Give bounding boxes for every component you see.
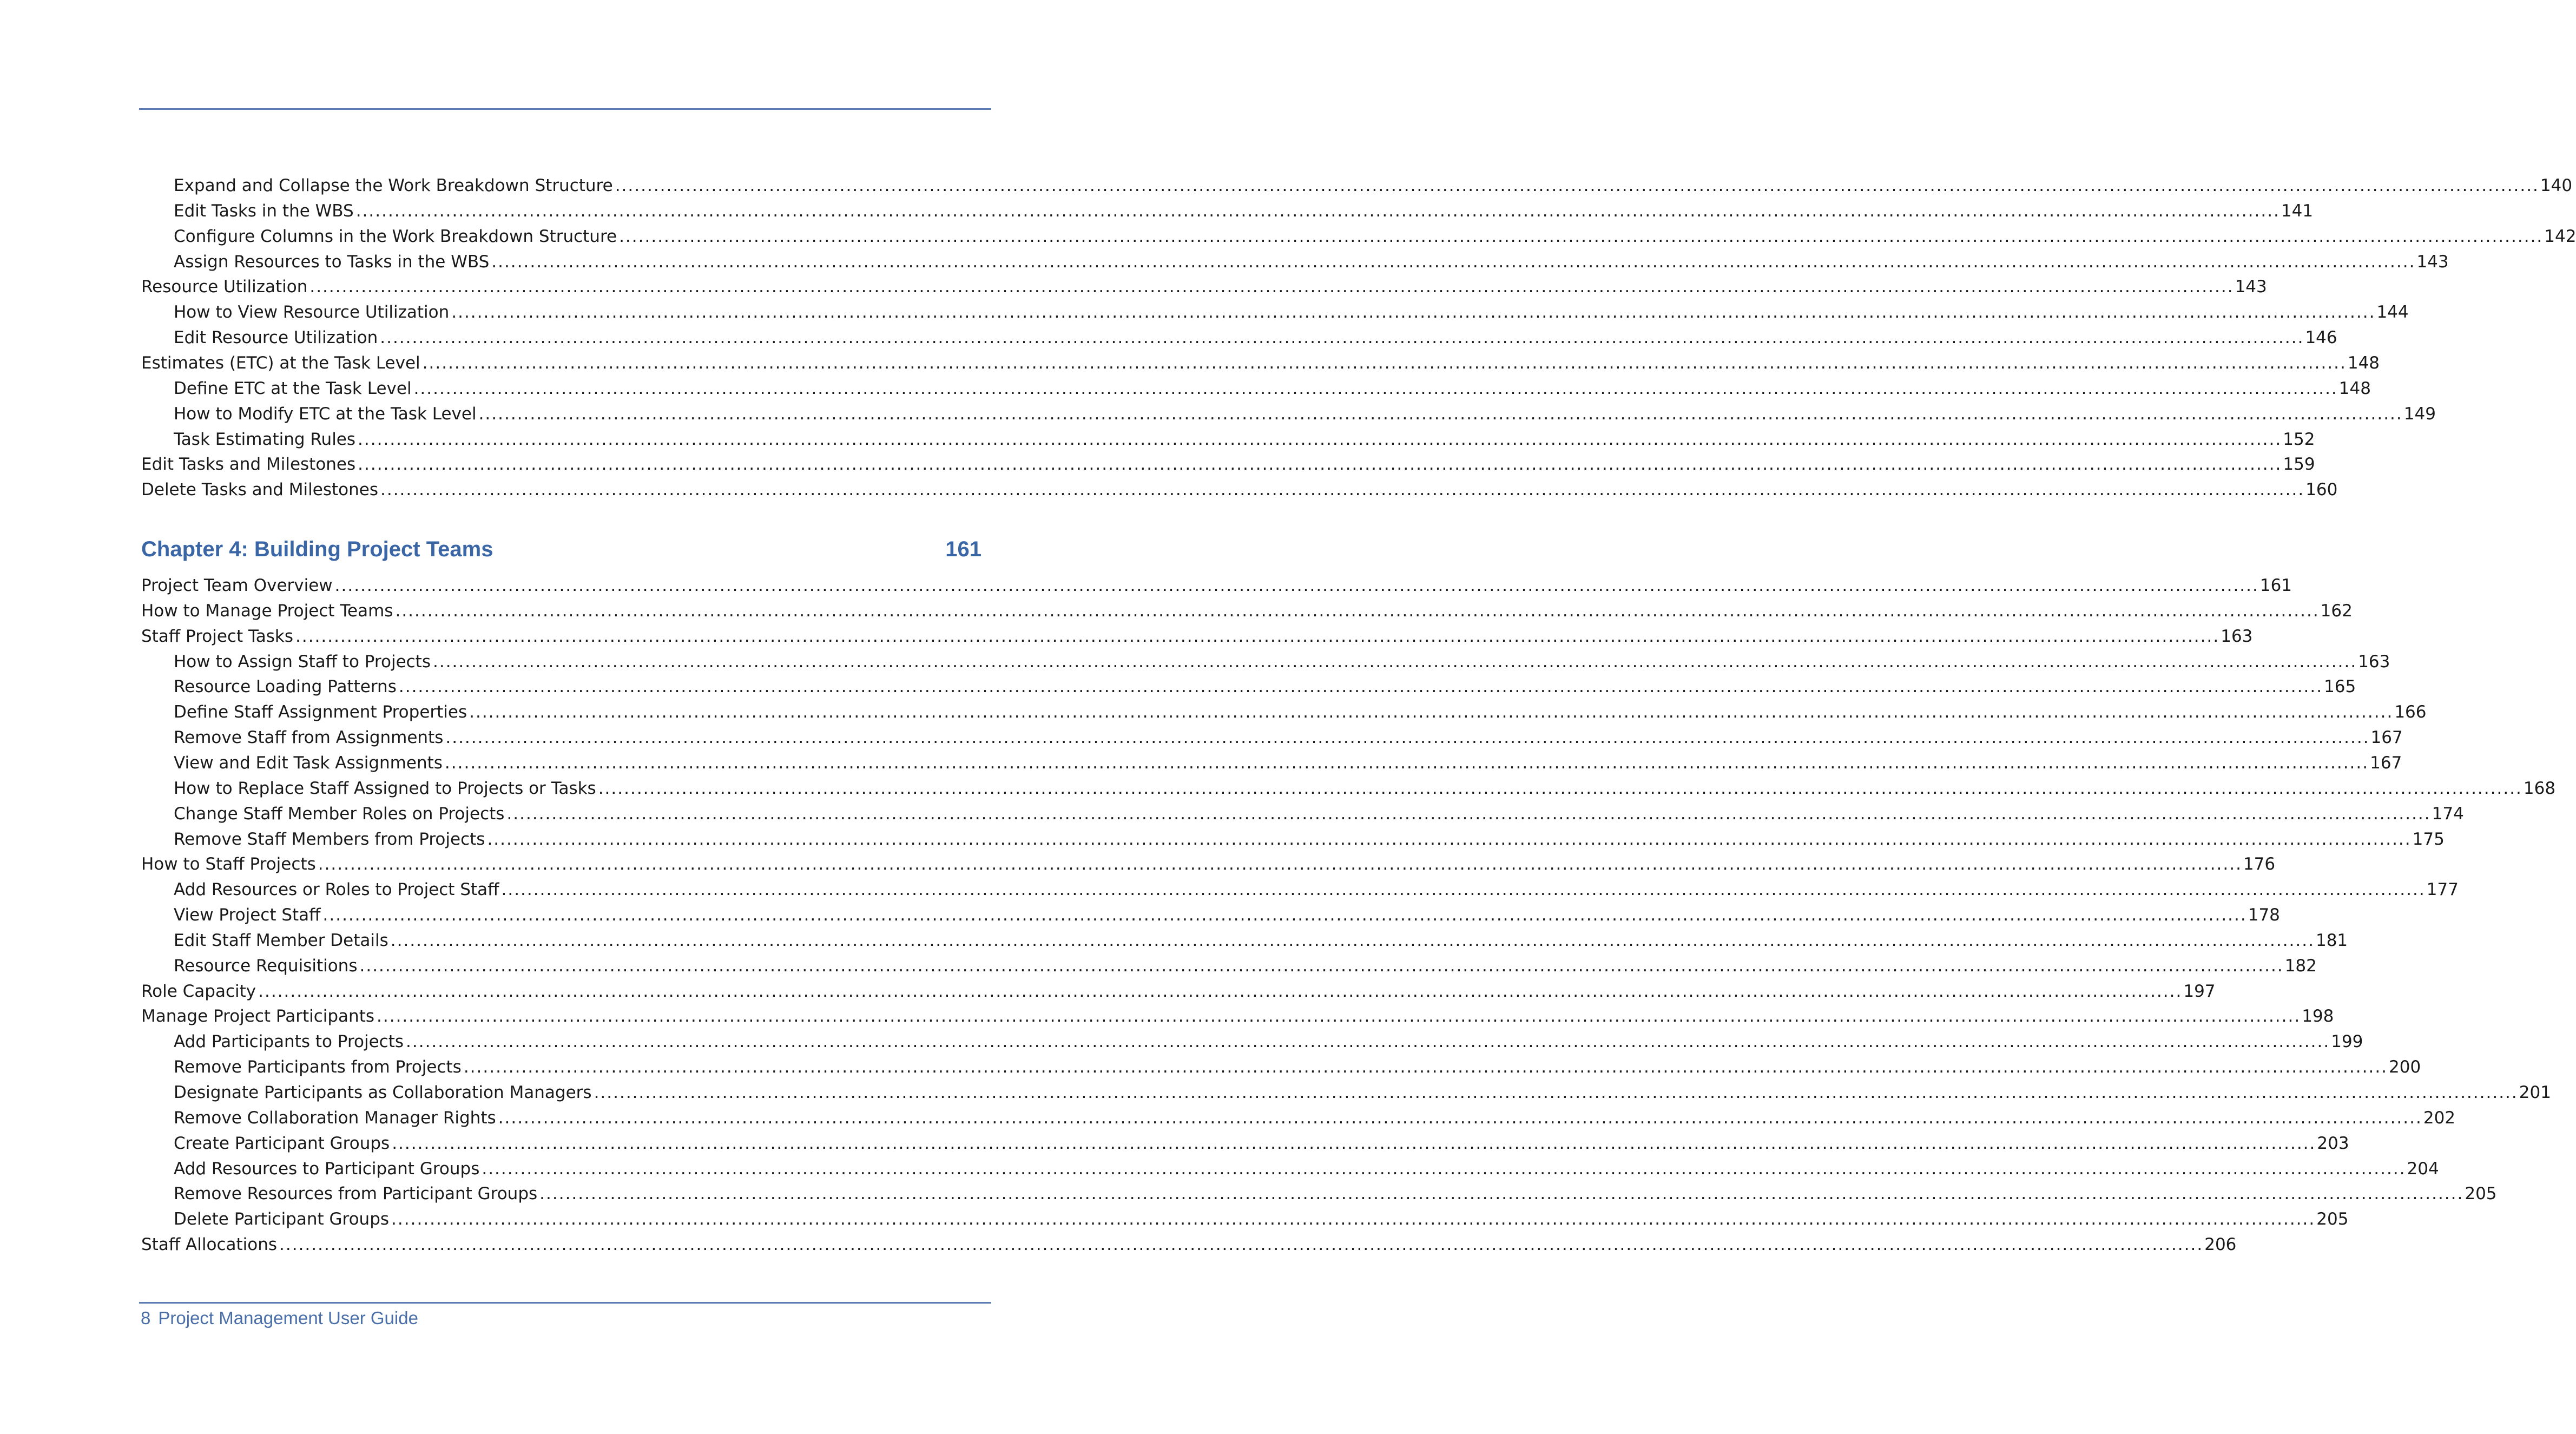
toc-entry[interactable] xyxy=(174,1131,2349,1156)
toc-entry[interactable] xyxy=(141,274,2267,300)
toc-entry[interactable] xyxy=(174,1207,2349,1232)
toc-entry-page: 174 xyxy=(2432,804,2464,824)
toc-entry-page: 204 xyxy=(2407,1159,2439,1179)
toc-entry[interactable] xyxy=(174,300,2409,325)
toc-entry-page: 162 xyxy=(2320,601,2353,621)
toc-entry-page: 152 xyxy=(2283,429,2315,449)
dot-leader: ............................................................................................................................................................................................................................................................................................................ xyxy=(422,353,2347,373)
toc-entry-title: Configure Columns in the Work Breakdown Structure xyxy=(174,226,617,246)
toc-entry-page: 149 xyxy=(2403,404,2436,424)
toc-entry-title: View and Edit Task Assignments xyxy=(174,753,443,773)
toc-entry-page: 148 xyxy=(2347,353,2380,373)
toc-entry-title: How to Staff Projects xyxy=(141,854,316,874)
toc-entry[interactable] xyxy=(141,852,2276,877)
toc-entry-page: 167 xyxy=(2370,728,2403,748)
toc-entry-title: Estimates (ETC) at the Task Level xyxy=(141,353,420,373)
toc-entry-page: 175 xyxy=(2412,829,2445,849)
dot-leader: ............................................................................................................................................................................................................................................................................................................ xyxy=(334,576,2259,595)
dot-leader: ............................................................................................................................................................................................................................................................................................................ xyxy=(491,252,2416,272)
dot-leader: ............................................................................................................................................................................................................................................................................................................ xyxy=(377,1007,2301,1027)
toc-entry-title: How to Replace Staff Assigned to Projects or Tasks xyxy=(174,778,596,798)
toc-entry-title: Change Staff Member Roles on Projects xyxy=(174,804,505,824)
dot-leader: ............................................................................................................................................................................................................................................................................................................ xyxy=(539,1184,2464,1204)
toc-entry[interactable] xyxy=(141,477,2338,503)
dot-leader: ............................................................................................................................................................................................................................................................................................................ xyxy=(398,677,2323,697)
toc-entry[interactable] xyxy=(174,1156,2439,1182)
toc-entry-title: Manage Project Participants xyxy=(141,1007,375,1027)
dot-leader: ............................................................................................................................................................................................................................................................................................................ xyxy=(498,1108,2422,1128)
footer-guide-title: Project Management User Guide xyxy=(158,1308,418,1328)
chapter-heading[interactable] xyxy=(141,536,983,563)
toc-entry[interactable] xyxy=(174,700,2427,725)
toc-entry-title: Add Resources or Roles to Project Staff xyxy=(174,880,499,900)
toc-entry[interactable] xyxy=(174,928,2348,953)
dot-leader: ............................................................................................................................................................................................................................................................................................................ xyxy=(615,176,2539,195)
dot-leader: ............................................................................................................................................................................................................................................................................................................ xyxy=(390,930,2315,950)
toc-entry-page: 165 xyxy=(2324,677,2356,697)
toc-entry-title: Assign Resources to Tasks in the WBS xyxy=(174,252,490,272)
dot-leader: ............................................................................................................................................................................................................................................................................................................ xyxy=(445,728,2370,748)
dot-leader: ............................................................................................................................................................................................................................................................................................................ xyxy=(451,302,2376,323)
dot-leader: ............................................................................................................................................................................................................................................................................................................ xyxy=(463,1057,2388,1077)
toc-entry-page: 203 xyxy=(2317,1133,2349,1153)
toc-entry-page: 201 xyxy=(2519,1083,2551,1102)
toc-entry[interactable] xyxy=(174,402,2436,427)
dot-leader: ............................................................................................................................................................................................................................................................................................................ xyxy=(619,226,2544,246)
toc-entry[interactable] xyxy=(174,674,2356,700)
toc-entry-page: 197 xyxy=(2183,981,2216,1001)
toc-entry[interactable] xyxy=(141,598,2353,624)
toc-entry-title: Task Estimating Rules xyxy=(174,429,356,449)
toc-entry-page: 161 xyxy=(2259,576,2292,595)
toc-entry-title: Remove Staff Members from Projects xyxy=(174,829,485,849)
dot-leader: ............................................................................................................................................................................................................................................................................................................ xyxy=(444,753,2369,773)
toc-entry-title: How to Manage Project Teams xyxy=(141,601,393,621)
toc-entry-page: 176 xyxy=(2243,854,2276,874)
dot-leader: ............................................................................................................................................................................................................................................................................................................ xyxy=(487,829,2412,849)
dot-leader: ............................................................................................................................................................................................................................................................................................................ xyxy=(501,880,2426,900)
toc-entry[interactable] xyxy=(174,953,2317,979)
toc-entry[interactable] xyxy=(141,624,2253,649)
dot-leader: ............................................................................................................................................................................................................................................................................................................ xyxy=(413,378,2338,398)
dot-leader: ............................................................................................................................................................................................................................................................................................................ xyxy=(469,702,2394,722)
dot-leader: ............................................................................................................................................................................................................................................................................................................ xyxy=(392,1133,2316,1153)
toc-entry[interactable] xyxy=(174,877,2459,903)
toc-entry-title: Edit Resource Utilization xyxy=(174,328,378,348)
footer-page-number: 8 xyxy=(141,1308,151,1328)
dot-leader: ............................................................................................................................................................................................................................................................................................................ xyxy=(380,480,2305,500)
toc-entry-title: How to Modify ETC at the Task Level xyxy=(174,404,477,424)
toc-entry-page: 140 xyxy=(2540,176,2573,195)
dot-leader: ............................................................................................................................................................................................................................................................................................................ xyxy=(358,429,2282,449)
toc-entry-page: 166 xyxy=(2394,702,2427,722)
dot-leader: ............................................................................................................................................................................................................................................................................................................ xyxy=(309,277,2234,297)
toc-entry-page: 144 xyxy=(2376,302,2409,323)
toc-entry[interactable] xyxy=(141,452,2315,477)
toc-entry[interactable] xyxy=(174,427,2315,452)
toc-entry[interactable] xyxy=(174,1029,2363,1055)
toc-entry[interactable] xyxy=(174,1106,2456,1131)
toc-entry-title: Delete Participant Groups xyxy=(174,1209,390,1229)
toc-entry-title: Remove Resources from Participant Groups xyxy=(174,1184,538,1204)
dot-leader: ............................................................................................................................................................................................................................................................................................................ xyxy=(359,956,2284,976)
toc-entry-page: 141 xyxy=(2281,201,2314,221)
toc-entry-page: 205 xyxy=(2316,1209,2349,1229)
toc-entry-title: Add Resources to Participant Groups xyxy=(174,1159,480,1179)
toc-entry[interactable] xyxy=(174,801,2464,827)
dot-leader: ............................................................................................................................................................................................................................................................................................................ xyxy=(279,1235,2204,1255)
toc-entry-page: 148 xyxy=(2338,378,2371,398)
dot-leader: ............................................................................................................................................................................................................................................................................................................ xyxy=(295,626,2220,646)
dot-leader: ............................................................................................................................................................................................................................................................................................................ xyxy=(355,201,2280,221)
toc-entry-page: 205 xyxy=(2465,1184,2497,1204)
toc-entry-title: Remove Collaboration Manager Rights xyxy=(174,1108,496,1128)
dot-leader: ............................................................................................................................................................................................................................................................................................................ xyxy=(433,652,2357,672)
toc-entry[interactable] xyxy=(141,573,2292,598)
dot-leader: ............................................................................................................................................................................................................................................................................................................ xyxy=(322,905,2247,925)
toc-entry-page: 182 xyxy=(2284,956,2317,976)
toc-entry-title: How to View Resource Utilization xyxy=(174,302,450,323)
dot-leader: ............................................................................................................................................................................................................................................................................................................ xyxy=(478,404,2403,424)
toc-entry-title: Remove Staff from Assignments xyxy=(174,728,444,748)
toc-entry-title: How to Assign Staff to Projects xyxy=(174,652,431,672)
toc-entry-page: 199 xyxy=(2331,1032,2363,1052)
toc-entry[interactable] xyxy=(174,249,2449,275)
toc-entry[interactable] xyxy=(141,979,2216,1004)
toc-entry-title: Resource Utilization xyxy=(141,277,308,297)
toc-entry[interactable] xyxy=(174,649,2390,675)
chapter-title: Chapter 4: Building Project Teams xyxy=(141,537,493,561)
toc-entry-page: 163 xyxy=(2358,652,2390,672)
toc-entry[interactable] xyxy=(174,199,2314,224)
toc-entry-title: Resource Requisitions xyxy=(174,956,358,976)
toc-entry-title: Resource Loading Patterns xyxy=(174,677,397,697)
header-rule xyxy=(139,108,991,110)
toc-entry[interactable] xyxy=(174,224,2576,249)
dot-leader: ............................................................................................................................................................................................................................................................................................................ xyxy=(380,328,2304,348)
dot-leader: ............................................................................................................................................................................................................................................................................................................ xyxy=(358,455,2282,475)
toc-entry-page: 198 xyxy=(2302,1007,2334,1027)
toc-entry[interactable] xyxy=(174,376,2371,402)
toc-entry-page: 168 xyxy=(2523,778,2556,798)
toc-entry-page: 160 xyxy=(2305,480,2338,500)
toc-entry[interactable] xyxy=(174,827,2445,852)
toc-entry-page: 202 xyxy=(2423,1108,2456,1128)
dot-leader: ............................................................................................................................................................................................................................................................................................................ xyxy=(506,804,2431,824)
toc-entry[interactable] xyxy=(141,1004,2334,1029)
toc-entry-title: Delete Tasks and Milestones xyxy=(141,480,378,500)
dot-leader: ............................................................................................................................................................................................................................................................................................................ xyxy=(598,778,2522,798)
toc-entry[interactable] xyxy=(174,325,2337,351)
toc-entry[interactable] xyxy=(174,1181,2497,1207)
dot-leader: ............................................................................................................................................................................................................................................................................................................ xyxy=(594,1083,2518,1102)
toc-entry-title: Role Capacity xyxy=(141,981,256,1001)
toc-entry[interactable] xyxy=(174,1080,2551,1106)
toc-entry-title: Expand and Collapse the Work Breakdown Structure xyxy=(174,176,613,195)
toc-entry-page: 143 xyxy=(2416,252,2449,272)
toc-entry[interactable] xyxy=(174,173,2573,199)
toc-entry[interactable] xyxy=(141,1232,2237,1258)
toc-entry-title: Edit Tasks in the WBS xyxy=(174,201,354,221)
toc-entry-title: Remove Participants from Projects xyxy=(174,1057,462,1077)
toc-entry-page: 146 xyxy=(2305,328,2337,348)
toc-entry-page: 200 xyxy=(2389,1057,2421,1077)
toc-entry-page: 159 xyxy=(2283,455,2315,475)
dot-leader: ............................................................................................................................................................................................................................................................................................................ xyxy=(258,981,2183,1001)
toc-entry[interactable] xyxy=(174,751,2402,776)
toc-entry-title: Create Participant Groups xyxy=(174,1133,390,1153)
toc-entry-title: Define Staff Assignment Properties xyxy=(174,702,467,722)
toc-entry-title: Add Participants to Projects xyxy=(174,1032,404,1052)
chapter-page-number: 161 xyxy=(945,537,981,561)
dot-leader: ............................................................................................................................................................................................................................................................................................................ xyxy=(395,601,2320,621)
toc-entry-page: 167 xyxy=(2370,753,2402,773)
footer-rule xyxy=(139,1302,991,1304)
toc-entry[interactable] xyxy=(174,903,2280,928)
toc-entry-page: 181 xyxy=(2315,930,2348,950)
dot-leader: ............................................................................................................................................................................................................................................................................................................ xyxy=(406,1032,2330,1052)
toc-entry-page: 206 xyxy=(2204,1235,2237,1255)
toc-entry-page: 143 xyxy=(2235,277,2267,297)
dot-leader: ............................................................................................................................................................................................................................................................................................................ xyxy=(482,1159,2406,1179)
dot-leader: ............................................................................................................................................................................................................................................................................................................ xyxy=(391,1209,2316,1229)
toc-entry-title: Edit Staff Member Details xyxy=(174,930,388,950)
toc-entry-title: Designate Participants as Collaboration Managers xyxy=(174,1083,592,1102)
toc-entry-page: 178 xyxy=(2248,905,2280,925)
toc-entry-title: Edit Tasks and Milestones xyxy=(141,455,356,475)
toc-entry-page: 163 xyxy=(2221,626,2253,646)
toc-entry-title: Staff Allocations xyxy=(141,1235,278,1255)
toc-entry-title: Define ETC at the Task Level xyxy=(174,378,412,398)
toc-entry-page: 177 xyxy=(2426,880,2459,900)
toc-entry[interactable] xyxy=(174,776,2556,801)
toc-entry[interactable] xyxy=(141,351,2380,376)
dot-leader: ............................................................................................................................................................................................................................................................................................................ xyxy=(318,854,2242,874)
toc-entry[interactable] xyxy=(174,1055,2421,1080)
page-footer xyxy=(141,1306,418,1330)
toc-entry-title: View Project Staff xyxy=(174,905,321,925)
toc-entry-page: 142 xyxy=(2544,226,2576,246)
toc-entry-title: Staff Project Tasks xyxy=(141,626,294,646)
toc-entry-title: Project Team Overview xyxy=(141,576,333,595)
toc-entry[interactable] xyxy=(174,725,2403,751)
